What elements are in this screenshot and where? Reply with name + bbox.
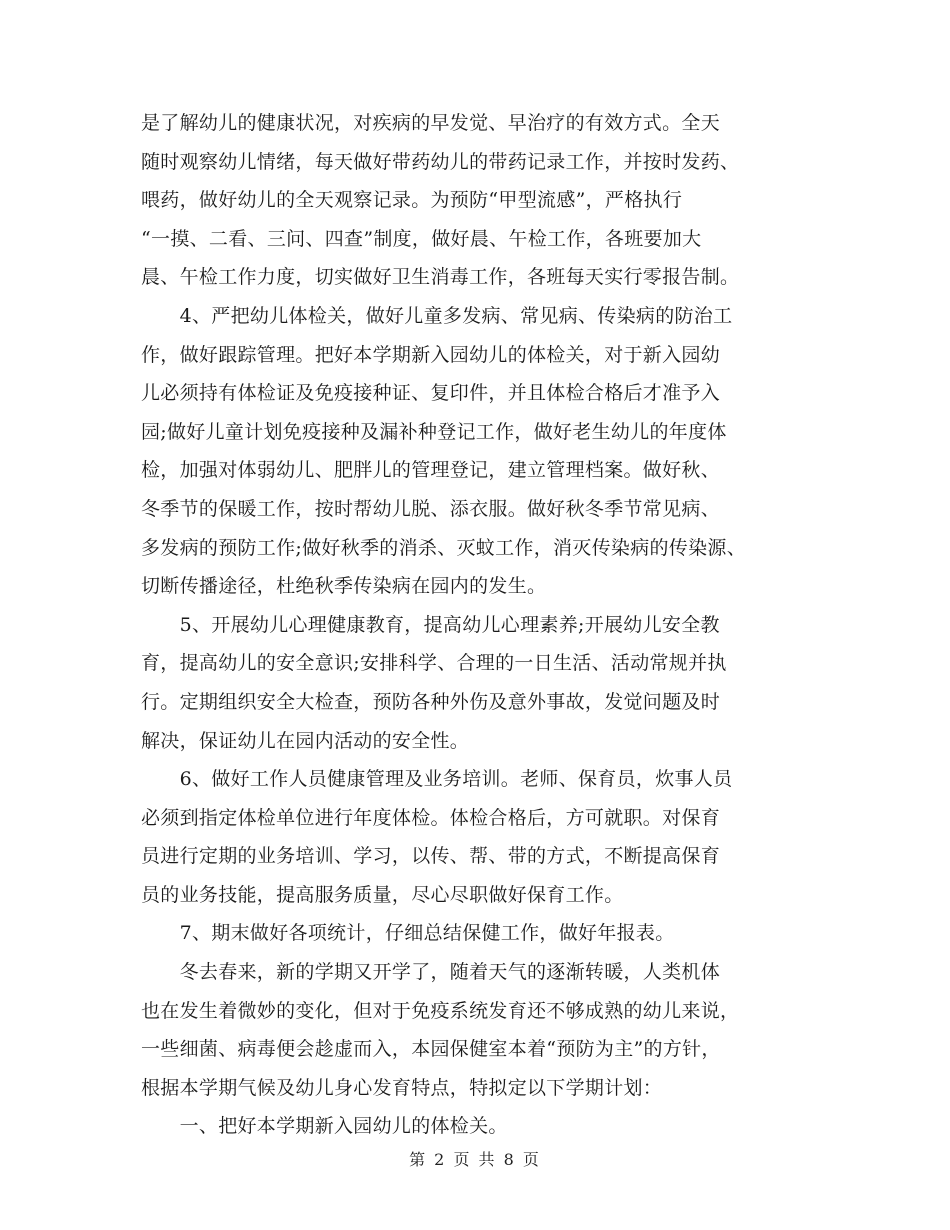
text-line: 儿必须持有体检证及免疫接种证、复印件，并且体检合格后才准予入 — [141, 382, 721, 405]
text-line: 行。定期组织安全大检查，预防各种外伤及意外事故，发觉问题及时 — [141, 690, 721, 713]
text-line: 作，做好跟踪管理。把好本学期新入园幼儿的体检关，对于新入园幼 — [141, 343, 721, 366]
text-line: 4、严把幼儿体检关，做好儿童多发病、常见病、传染病的防治工 — [141, 304, 733, 327]
text-line: 晨、午检工作力度，切实做好卫生消毒工作，各班每天实行零报告制。 — [141, 266, 740, 289]
text-line: 切断传播途径，杜绝秋季传染病在园内的发生。 — [141, 575, 547, 598]
text-line: 育，提高幼儿的安全意识;安排科学、合理的一日生活、活动常规并执 — [141, 652, 727, 675]
document-body — [141, 104, 821, 1146]
text-line: 一些细菌、病毒便会趁虚而入，本园保健室本着“预防为主”的方针， — [141, 1038, 721, 1061]
text-line: 员的业务技能，提高服务质量，尽心尽职做好保育工作。 — [141, 883, 624, 906]
text-line: 冬季节的保暖工作，按时帮幼儿脱、添衣服。做好秋冬季节常见病、 — [141, 497, 721, 520]
text-line: 解决，保证幼儿在园内活动的安全性。 — [141, 729, 470, 752]
text-line: 一、把好本学期新入园幼儿的体检关。 — [141, 1115, 508, 1138]
text-line: 员进行定期的业务培训、学习，以传、帮、带的方式，不断提高保育 — [141, 845, 721, 868]
text-line: “一摸、二看、三问、四查”制度，做好晨、午检工作，各班要加大 — [141, 227, 702, 250]
text-line: 检，加强对体弱幼儿、肥胖儿的管理登记，建立管理档案。做好秋、 — [141, 459, 721, 482]
text-line: 多发病的预防工作;做好秋季的消杀、灭蚊工作，消灭传染病的传染源、 — [141, 536, 747, 559]
text-line: 随时观察幼儿情绪，每天做好带药幼儿的带药记录工作，并按时发药、 — [141, 150, 740, 173]
text-line: 喂药，做好幼儿的全天观察记录。为预防“甲型流感”，严格执行 — [141, 189, 683, 212]
text-line: 园;做好儿童计划免疫接种及漏补种登记工作，做好老生幼儿的年度体 — [141, 420, 727, 443]
page-footer: 第 2 页 共 8 页 — [409, 1150, 541, 1169]
text-line: 7、期末做好各项统计，仔细总结保健工作，做好年报表。 — [141, 922, 675, 945]
text-line: 5、开展幼儿心理健康教育，提高幼儿心理素养;开展幼儿安全教 — [141, 613, 720, 636]
text-line: 必须到指定体检单位进行年度体检。体检合格后，方可就职。对保育 — [141, 806, 721, 829]
text-line: 6、做好工作人员健康管理及业务培训。老师、保育员，炊事人员 — [141, 768, 733, 791]
text-line: 冬去春来，新的学期又开学了，随着天气的逐渐转暖，人类机体 — [141, 961, 721, 984]
text-line: 是了解幼儿的健康状况，对疾病的早发觉、早治疗的有效方式。全天 — [141, 112, 721, 134]
text-line: 也在发生着微妙的变化，但对于免疫系统发育还不够成熟的幼儿来说， — [141, 999, 740, 1022]
text-line: 根据本学期气候及幼儿身心发育特点，特拟定以下学期计划： — [141, 1076, 663, 1099]
